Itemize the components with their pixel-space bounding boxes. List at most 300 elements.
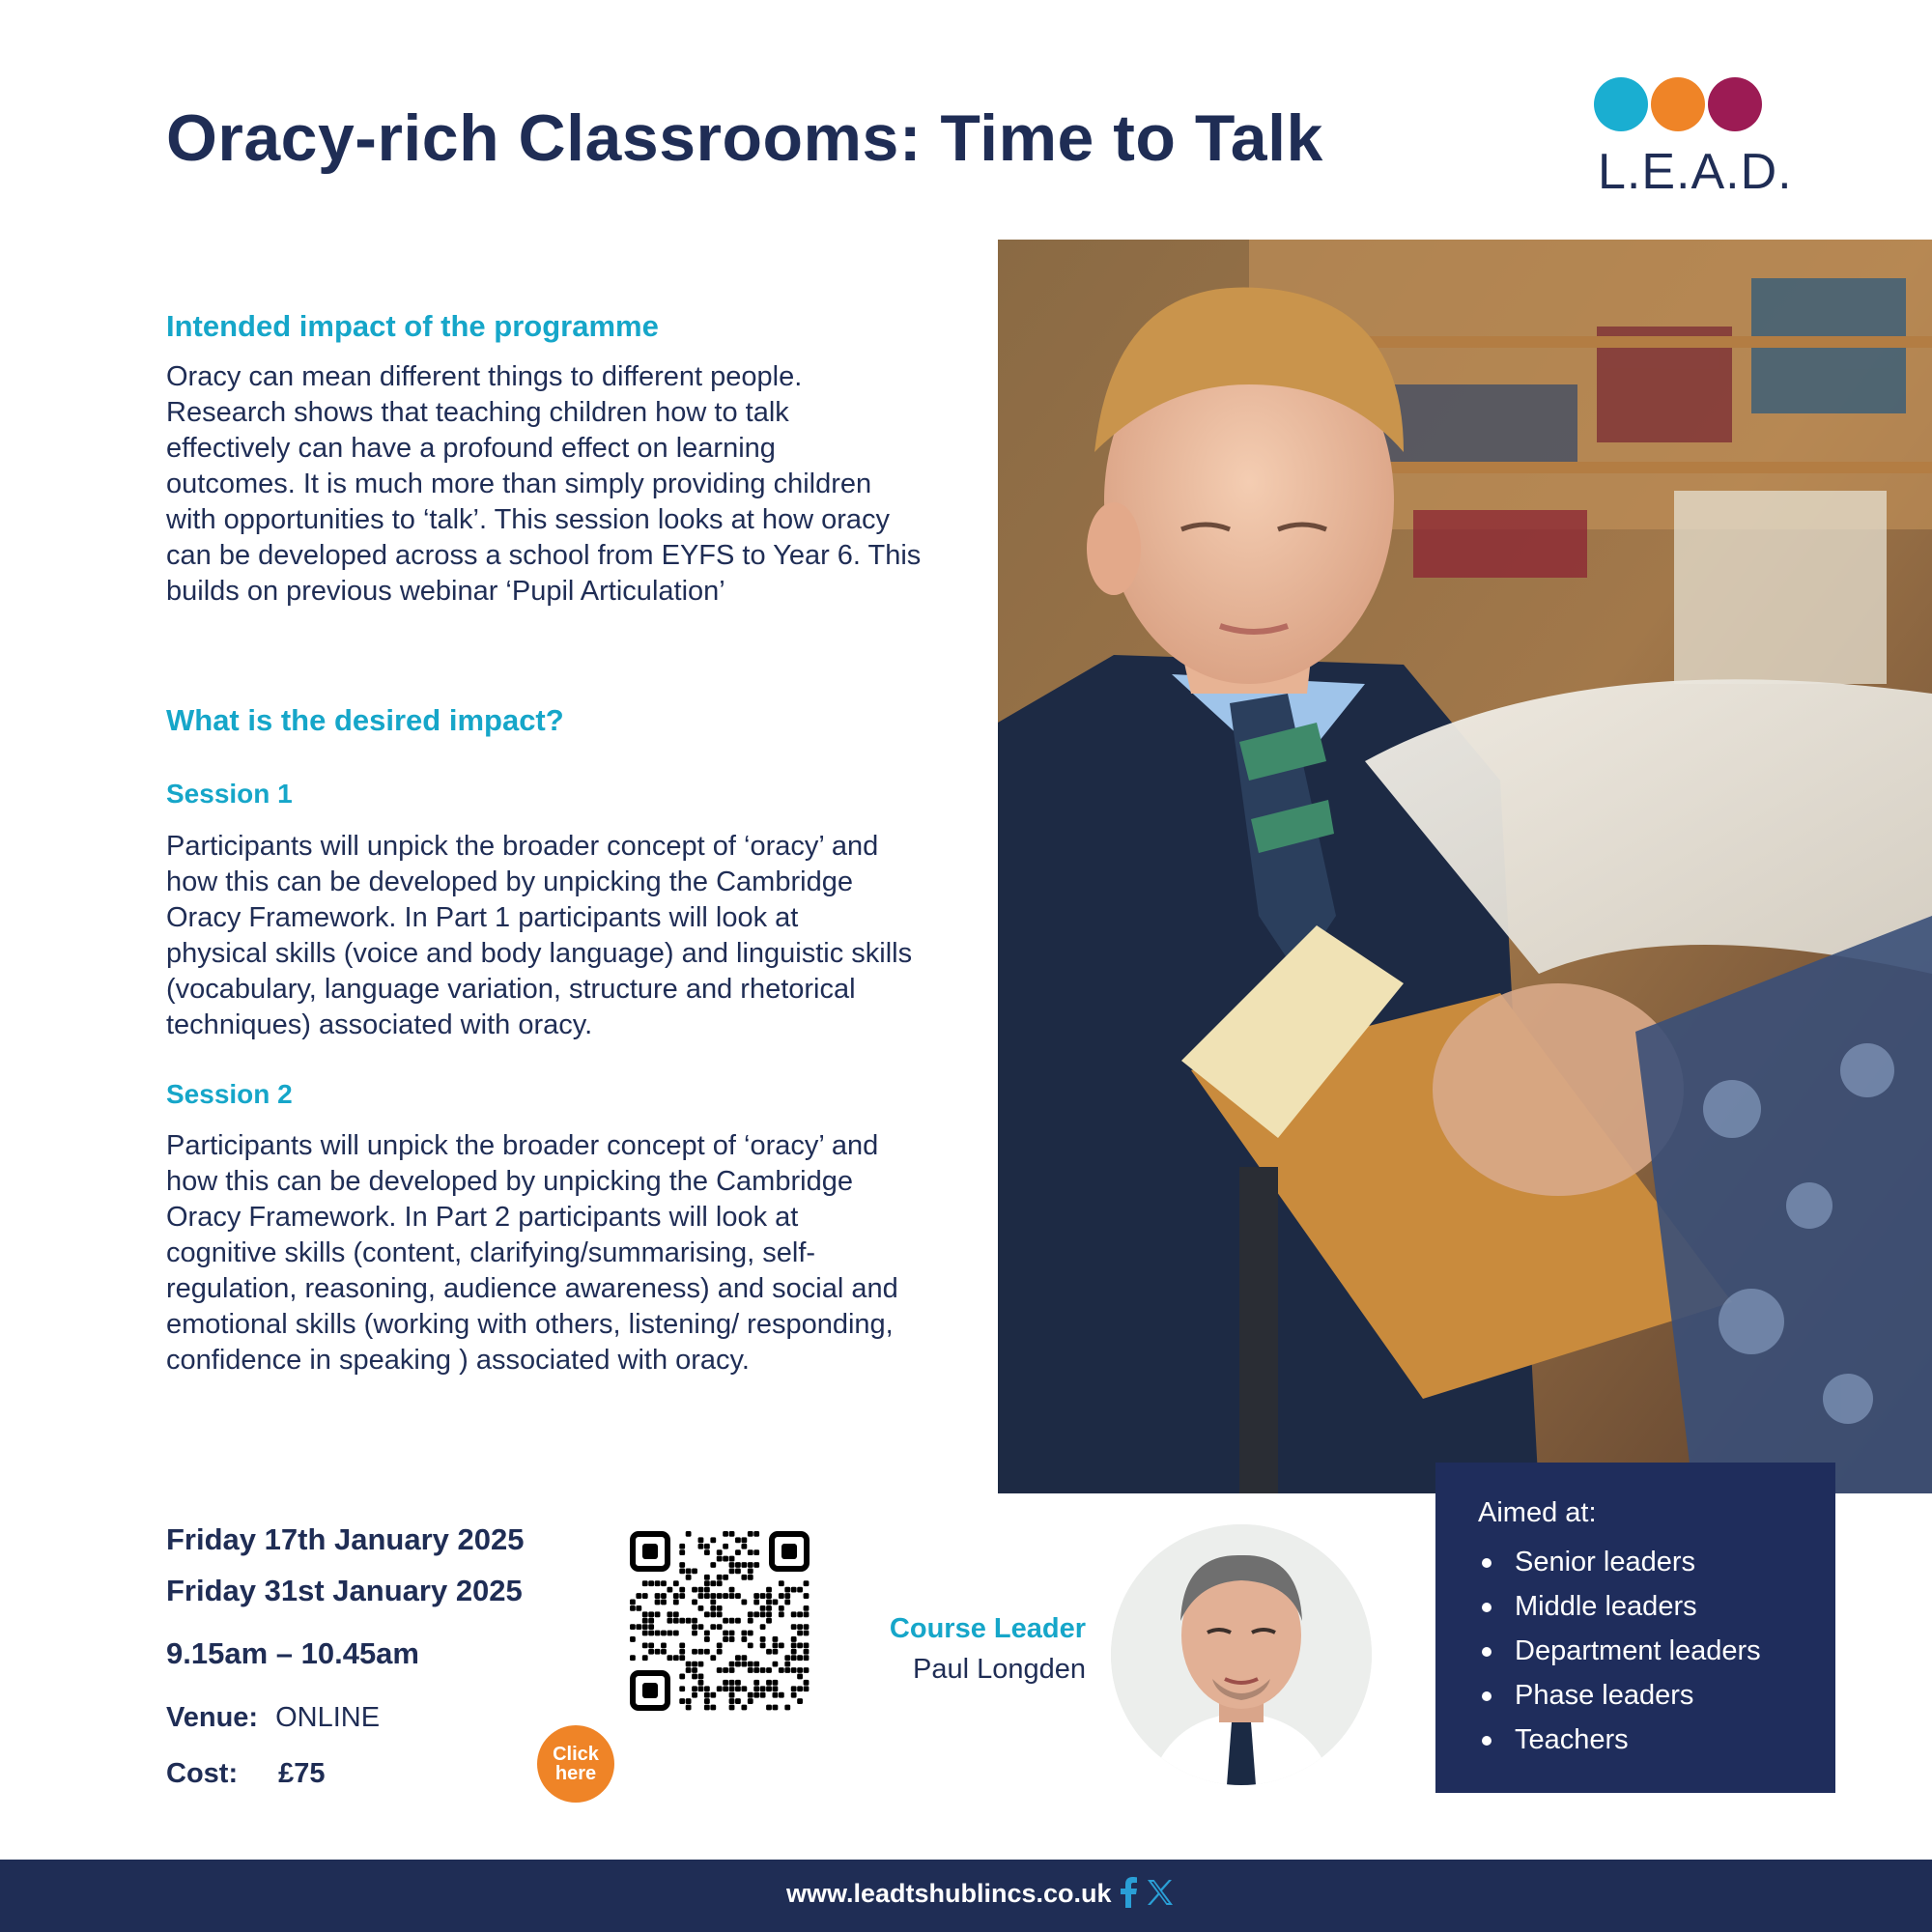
cost-row <box>166 1758 326 1790</box>
qr-module <box>636 1593 641 1599</box>
qr-module <box>698 1537 704 1543</box>
qr-module <box>655 1631 661 1636</box>
qr-module <box>692 1674 697 1680</box>
list-item: Phase leaders <box>1478 1673 1835 1718</box>
qr-module <box>735 1680 741 1686</box>
text-line: regulation, reasoning, audience awareness) and social and <box>166 1273 898 1304</box>
qr-module <box>753 1562 759 1568</box>
qr-module <box>735 1655 741 1661</box>
qr-module <box>729 1692 735 1698</box>
qr-module <box>791 1649 797 1655</box>
qr-module <box>704 1580 710 1586</box>
text-line: Participants will unpick the broader concept of ‘oracy’ and <box>166 1130 879 1161</box>
text-line: outcomes. It is much more than simply providing children <box>166 469 872 499</box>
venue-row <box>166 1702 380 1734</box>
text-line: (vocabulary, language variation, structure and rhetorical <box>166 974 856 1005</box>
qr-module <box>804 1631 810 1636</box>
qr-module <box>655 1580 661 1586</box>
aimed-at-title: Aimed at: <box>1478 1497 1597 1528</box>
qr-module <box>797 1624 803 1630</box>
qr-module <box>692 1568 697 1574</box>
qr-module <box>760 1636 766 1642</box>
qr-module <box>753 1593 759 1599</box>
text-line: effectively can have a profound effect on learning <box>166 433 776 464</box>
qr-module <box>710 1537 716 1543</box>
qr-module <box>804 1611 810 1617</box>
qr-module <box>753 1686 759 1691</box>
qr-module <box>717 1686 723 1691</box>
qr-module <box>753 1600 759 1605</box>
qr-module <box>784 1655 790 1661</box>
qr-module <box>630 1600 636 1605</box>
course-leader-label: Course Leader <box>889 1613 1086 1644</box>
qr-module <box>729 1618 735 1624</box>
qr-module <box>679 1674 685 1680</box>
qr-module <box>655 1593 661 1599</box>
qr-module <box>797 1631 803 1636</box>
session-2-heading: Session 2 <box>166 1079 293 1109</box>
qr-module <box>773 1686 779 1691</box>
qr-module <box>735 1686 741 1691</box>
qr-module <box>710 1593 716 1599</box>
qr-module <box>667 1611 672 1617</box>
event-date-1: Friday 17th January 2025 <box>166 1522 525 1556</box>
qr-module <box>642 1618 648 1624</box>
qr-module <box>648 1618 654 1624</box>
logo-text: L.E.A.D. <box>1598 144 1793 200</box>
qr-module <box>735 1568 741 1574</box>
qr-module <box>741 1686 747 1691</box>
qr-module <box>729 1686 735 1691</box>
qr-module <box>692 1662 697 1667</box>
qr-module <box>766 1593 772 1599</box>
qr-module <box>804 1605 810 1611</box>
qr-module <box>642 1642 648 1648</box>
qr-module <box>760 1611 766 1617</box>
qr-module <box>729 1631 735 1636</box>
qr-module <box>741 1705 747 1711</box>
qr-module <box>729 1568 735 1574</box>
qr-module <box>741 1600 747 1605</box>
qr-module <box>784 1593 790 1599</box>
qr-module <box>710 1562 716 1568</box>
qr-module <box>791 1611 797 1617</box>
page-title: Oracy-rich Classrooms: Time to Talk <box>166 101 1323 175</box>
text-line: Research shows that teaching children how to talk <box>166 397 789 428</box>
qr-module <box>791 1686 797 1691</box>
qr-module <box>797 1674 803 1680</box>
qr-module <box>784 1667 790 1673</box>
qr-module <box>704 1587 710 1593</box>
text-line: confidence in speaking ) associated with oracy. <box>166 1345 750 1376</box>
qr-module <box>686 1618 692 1624</box>
qr-module <box>773 1642 779 1648</box>
qr-module <box>760 1624 766 1630</box>
footer-bar <box>0 1860 1932 1932</box>
qr-module <box>797 1587 803 1593</box>
qr-module <box>717 1593 723 1599</box>
qr-module <box>804 1649 810 1655</box>
qr-code[interactable] <box>630 1531 810 1711</box>
qr-module <box>735 1593 741 1599</box>
qr-module <box>723 1631 728 1636</box>
qr-module <box>804 1686 810 1691</box>
qr-module <box>753 1662 759 1667</box>
qr-module <box>692 1600 697 1605</box>
social-links <box>1119 1877 1175 1913</box>
qr-module <box>717 1556 723 1562</box>
qr-module <box>791 1636 797 1642</box>
qr-module <box>673 1580 679 1586</box>
text-line: Oracy Framework. In Part 1 participants will look at <box>166 902 799 933</box>
qr-module <box>748 1662 753 1667</box>
qr-module <box>642 1624 648 1630</box>
qr-module <box>741 1636 747 1642</box>
qr-module <box>655 1600 661 1605</box>
qr-module <box>704 1698 710 1704</box>
qr-module <box>791 1655 797 1661</box>
text-line: builds on previous webinar ‘Pupil Articulation’ <box>166 576 725 607</box>
qr-module <box>698 1587 704 1593</box>
qr-module <box>748 1562 753 1568</box>
qr-module <box>667 1655 672 1661</box>
qr-module <box>692 1631 697 1636</box>
website-link[interactable]: www.leadtshublincs.co.uk <box>786 1879 1112 1908</box>
qr-module <box>779 1667 784 1673</box>
qr-module <box>804 1667 810 1673</box>
qr-module <box>748 1568 753 1574</box>
qr-module <box>723 1686 728 1691</box>
qr-module <box>704 1593 710 1599</box>
qr-module <box>729 1680 735 1686</box>
qr-module <box>692 1618 697 1624</box>
qr-module <box>723 1575 728 1580</box>
list-item: Senior leaders <box>1478 1540 1835 1584</box>
qr-module <box>667 1618 672 1624</box>
qr-module <box>723 1593 728 1599</box>
qr-module <box>686 1705 692 1711</box>
aimed-at-list <box>1478 1540 1835 1762</box>
x-icon[interactable] <box>1146 1878 1175 1912</box>
qr-module <box>661 1600 667 1605</box>
qr-module <box>717 1549 723 1555</box>
qr-module <box>735 1549 741 1555</box>
qr-module <box>698 1649 704 1655</box>
qr-module <box>773 1680 779 1686</box>
list-item: Teachers <box>1478 1718 1835 1762</box>
qr-module <box>753 1692 759 1698</box>
qr-module <box>655 1611 661 1617</box>
qr-module <box>760 1593 766 1599</box>
portrait-illustration <box>1111 1524 1372 1785</box>
qr-module <box>642 1631 648 1636</box>
qr-module <box>717 1575 723 1580</box>
qr-module <box>698 1605 704 1611</box>
qr-module <box>692 1649 697 1655</box>
click-here-button[interactable] <box>537 1725 614 1803</box>
aimed-at-box <box>1435 1463 1835 1793</box>
qr-module <box>698 1544 704 1549</box>
qr-module <box>766 1618 772 1624</box>
qr-module <box>686 1568 692 1574</box>
qr-module <box>661 1649 667 1655</box>
list-item: Middle leaders <box>1478 1584 1835 1629</box>
qr-module <box>779 1580 784 1586</box>
qr-module <box>717 1624 723 1630</box>
qr-module <box>704 1686 710 1691</box>
qr-module <box>741 1562 747 1568</box>
qr-module <box>692 1587 697 1593</box>
intended-impact-text <box>166 359 939 610</box>
text-line: Oracy can mean different things to different people. <box>166 361 803 392</box>
qr-module <box>667 1587 672 1593</box>
qr-module <box>735 1537 741 1543</box>
qr-module <box>679 1642 685 1648</box>
qr-module <box>766 1667 772 1673</box>
qr-module <box>661 1642 667 1648</box>
course-leader-portrait <box>1111 1524 1372 1785</box>
qr-module <box>741 1575 747 1580</box>
qr-module <box>723 1636 728 1642</box>
qr-module <box>704 1705 710 1711</box>
qr-module <box>729 1587 735 1593</box>
qr-module <box>723 1544 728 1549</box>
qr-module <box>692 1686 697 1691</box>
facebook-icon[interactable] <box>1119 1877 1138 1913</box>
text-line: with opportunities to ‘talk’. This session looks at how oracy <box>166 504 890 535</box>
text-line: how this can be developed by unpicking the Cambridge <box>166 1166 853 1197</box>
qr-module <box>679 1593 685 1599</box>
qr-module <box>760 1692 766 1698</box>
qr-module <box>667 1631 672 1636</box>
qr-module <box>630 1636 636 1642</box>
qr-module <box>648 1611 654 1617</box>
qr-module <box>784 1600 790 1605</box>
logo-dot-blue <box>1594 77 1648 131</box>
qr-module <box>642 1655 648 1661</box>
text-line: physical skills (voice and body language) and linguistic skills <box>166 938 913 969</box>
qr-module <box>704 1611 710 1617</box>
qr-module <box>679 1686 685 1691</box>
qr-module <box>630 1605 636 1611</box>
qr-module <box>804 1624 810 1630</box>
qr-module <box>729 1705 735 1711</box>
qr-module <box>710 1624 716 1630</box>
qr-module <box>698 1662 704 1667</box>
qr-module <box>648 1580 654 1586</box>
qr-module <box>797 1655 803 1661</box>
qr-module <box>704 1631 710 1636</box>
qr-module <box>673 1611 679 1617</box>
qr-module <box>804 1680 810 1686</box>
qr-module <box>804 1593 810 1599</box>
qr-module <box>797 1686 803 1691</box>
qr-module <box>692 1624 697 1630</box>
qr-module <box>679 1655 685 1661</box>
qr-module <box>773 1649 779 1655</box>
qr-module <box>766 1587 772 1593</box>
qr-module <box>686 1531 692 1537</box>
qr-module <box>773 1600 779 1605</box>
qr-module <box>642 1611 648 1617</box>
qr-module <box>791 1692 797 1698</box>
qr-module <box>673 1655 679 1661</box>
qr-module <box>710 1605 716 1611</box>
qr-module <box>741 1544 747 1549</box>
qr-module <box>723 1667 728 1673</box>
qr-module <box>729 1662 735 1667</box>
qr-module <box>673 1618 679 1624</box>
qr-module <box>710 1705 716 1711</box>
qr-module <box>704 1549 710 1555</box>
qr-module <box>661 1580 667 1586</box>
qr-module <box>735 1662 741 1667</box>
qr-module <box>748 1531 753 1537</box>
session-1-heading: Session 1 <box>166 779 293 809</box>
qr-module <box>766 1611 772 1617</box>
qr-module <box>686 1698 692 1704</box>
qr-module <box>717 1611 723 1617</box>
qr-module <box>661 1631 667 1636</box>
qr-module <box>773 1692 779 1698</box>
qr-module <box>766 1705 772 1711</box>
text-line: emotional skills (working with others, listening/ responding, <box>166 1309 894 1340</box>
qr-module <box>729 1698 735 1704</box>
qr-module <box>717 1580 723 1586</box>
qr-module <box>723 1680 728 1686</box>
qr-module <box>753 1667 759 1673</box>
venue-label: Venue: <box>166 1702 259 1733</box>
qr-module <box>773 1636 779 1642</box>
qr-module <box>648 1649 654 1655</box>
qr-module <box>735 1618 741 1624</box>
qr-module <box>723 1556 728 1562</box>
qr-module <box>636 1605 641 1611</box>
qr-module <box>784 1662 790 1667</box>
lead-logo <box>1584 73 1793 200</box>
qr-module <box>766 1605 772 1611</box>
qr-module <box>748 1631 753 1636</box>
qr-module <box>779 1593 784 1599</box>
qr-module <box>760 1605 766 1611</box>
qr-module <box>735 1562 741 1568</box>
click-here-line-1: Click <box>553 1744 599 1765</box>
qr-module <box>748 1642 753 1648</box>
qr-module <box>741 1631 747 1636</box>
qr-module <box>704 1575 710 1580</box>
qr-module <box>753 1680 759 1686</box>
qr-module <box>679 1649 685 1655</box>
qr-module <box>748 1618 753 1624</box>
qr-module <box>717 1667 723 1673</box>
course-leader-name: Paul Longden <box>913 1654 1086 1685</box>
qr-module <box>748 1698 753 1704</box>
qr-module <box>673 1600 679 1605</box>
desired-impact-heading: What is the desired impact? <box>166 703 564 737</box>
qr-module <box>784 1705 790 1711</box>
qr-module <box>791 1587 797 1593</box>
qr-module <box>692 1667 697 1673</box>
classroom-photo <box>998 240 1932 1493</box>
qr-module <box>679 1568 685 1574</box>
qr-module <box>723 1531 728 1537</box>
qr-module <box>661 1593 667 1599</box>
qr-module <box>729 1556 735 1562</box>
qr-module <box>710 1655 716 1661</box>
qr-module <box>753 1549 759 1555</box>
qr-module <box>698 1624 704 1630</box>
click-here-line-2: here <box>554 1763 597 1784</box>
qr-module <box>642 1580 648 1586</box>
qr-module <box>704 1544 710 1549</box>
qr-module <box>704 1649 710 1655</box>
qr-code-pattern <box>630 1531 810 1711</box>
qr-module <box>804 1655 810 1661</box>
text-line: techniques) associated with oracy. <box>166 1009 593 1040</box>
qr-module <box>704 1692 710 1698</box>
qr-module <box>760 1642 766 1648</box>
qr-module <box>766 1680 772 1686</box>
qr-module <box>791 1624 797 1630</box>
event-date-2: Friday 31st January 2025 <box>166 1574 523 1607</box>
qr-module <box>717 1649 723 1655</box>
qr-module <box>779 1605 784 1611</box>
qr-module <box>642 1593 648 1599</box>
qr-module <box>804 1580 810 1586</box>
qr-module <box>735 1698 741 1704</box>
qr-module <box>710 1580 716 1586</box>
qr-module <box>748 1692 753 1698</box>
qr-module <box>791 1667 797 1673</box>
qr-module <box>797 1611 803 1617</box>
text-line: how this can be developed by unpicking the Cambridge <box>166 867 853 897</box>
qr-module <box>686 1575 692 1580</box>
qr-module <box>630 1624 636 1630</box>
qr-module <box>760 1667 766 1673</box>
qr-module <box>698 1593 704 1599</box>
qr-module <box>717 1642 723 1648</box>
qr-module <box>729 1562 735 1568</box>
qr-module <box>673 1593 679 1599</box>
qr-module <box>797 1642 803 1648</box>
qr-module <box>804 1642 810 1648</box>
qr-module <box>723 1618 728 1624</box>
qr-module <box>779 1611 784 1617</box>
qr-module <box>710 1692 716 1698</box>
intended-impact-heading: Intended impact of the programme <box>166 309 659 343</box>
qr-module <box>741 1655 747 1661</box>
cost-value: £75 <box>278 1758 326 1789</box>
qr-module <box>748 1575 753 1580</box>
qr-module <box>748 1611 753 1617</box>
qr-module <box>741 1537 747 1543</box>
qr-module <box>648 1631 654 1636</box>
qr-module <box>655 1649 661 1655</box>
qr-module <box>773 1705 779 1711</box>
qr-module <box>679 1698 685 1704</box>
qr-module <box>636 1624 641 1630</box>
qr-module <box>729 1667 735 1673</box>
qr-module <box>753 1611 759 1617</box>
qr-module <box>630 1655 636 1661</box>
qr-module <box>729 1531 735 1537</box>
qr-module <box>679 1587 685 1593</box>
qr-module <box>766 1686 772 1691</box>
text-line: cognitive skills (content, clarifying/summarising, self- <box>166 1237 816 1268</box>
qr-module <box>679 1618 685 1624</box>
classroom-photo-illustration <box>998 240 1932 1493</box>
cost-label: Cost: <box>166 1758 239 1789</box>
